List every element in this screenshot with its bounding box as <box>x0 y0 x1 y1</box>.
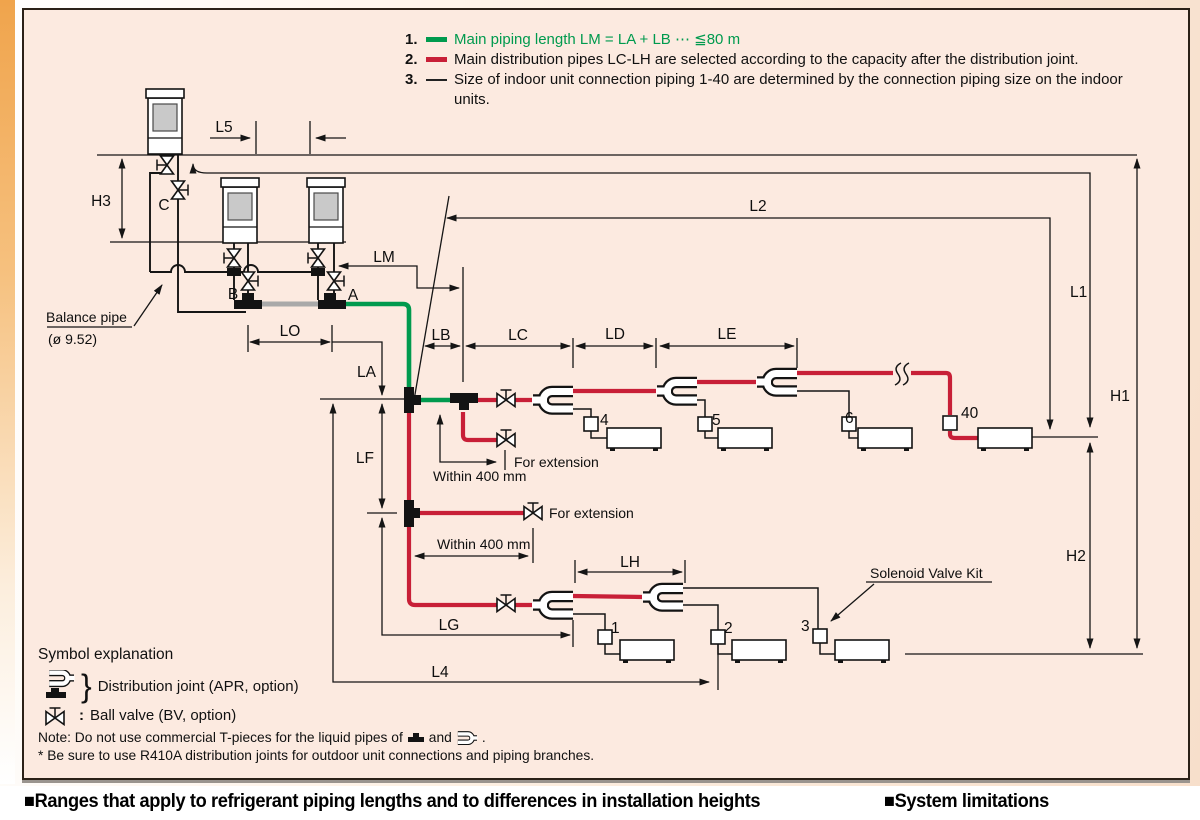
indoor-unit-4 <box>607 428 661 451</box>
note-period: . <box>481 730 486 745</box>
connector-unit-3 <box>813 629 827 643</box>
legend-text: Size of indoor unit connection piping 1-40 are determined by the connection piping size on the indoor units. <box>454 71 1123 108</box>
r410a-note: * Be sure to use R410A distribution joints for outdoor unit connections and piping branches. <box>38 748 595 763</box>
outdoor-unit-b <box>221 178 259 243</box>
legend-number: 1. <box>405 31 418 48</box>
unit-number-1: 1 <box>611 620 620 637</box>
panel-divider <box>22 780 1190 783</box>
colon-glyph: : <box>79 706 84 724</box>
unit-number-40: 40 <box>961 405 979 422</box>
connector-unit-4 <box>584 417 598 431</box>
ball-valve-unit-a-1 <box>308 249 325 267</box>
balance-tee-a <box>311 268 325 276</box>
dim-label-h3: H3 <box>91 193 111 210</box>
fork-inline-icon <box>456 731 478 745</box>
distribution-joint-row <box>38 670 638 702</box>
dim-label-h2: H2 <box>1066 548 1086 565</box>
within-400-lower-label: Within 400 mm <box>437 536 531 552</box>
dim-label-h1: H1 <box>1110 388 1130 405</box>
outdoor-unit-c <box>146 89 184 154</box>
dim-label-lh: LH <box>620 554 640 571</box>
valve-label-b: B <box>227 286 239 303</box>
ball-valve-c <box>172 181 189 199</box>
dim-label-lb: LB <box>431 327 451 344</box>
distribution-joints <box>532 374 797 615</box>
indoor-unit-40 <box>978 428 1032 451</box>
valve-label-a: A <box>347 287 359 304</box>
dim-label-ld: LD <box>605 326 625 343</box>
note-row <box>38 730 638 745</box>
distribution-joint-legend-icon <box>38 670 76 702</box>
indoor-unit-3 <box>835 640 889 663</box>
symbol-explanation-title: Symbol explanation <box>38 646 174 663</box>
dimension-lines <box>47 121 1143 690</box>
ball-valve-b <box>242 272 259 290</box>
dim-label-lo: LO <box>279 323 301 340</box>
unit-number-3: 3 <box>801 618 810 635</box>
ball-valve-row <box>38 704 638 726</box>
indoor-unit-6 <box>858 428 912 451</box>
distribution-joint-2 <box>656 383 697 401</box>
pipe-break-icon <box>893 363 910 385</box>
dim-label-l5: L5 <box>215 119 233 136</box>
thin-pipe-swatch-icon <box>426 79 447 81</box>
note-and: and <box>428 730 452 745</box>
legend-number: 2. <box>405 51 418 68</box>
legend <box>405 30 1145 110</box>
ball-valve-extension-lower <box>524 503 542 520</box>
legend-text: Main distribution pipes LC-LH are selected according to the capacity after the distribution joint. <box>454 51 1079 68</box>
branch-tee-main <box>404 387 421 413</box>
symbol-explanation <box>38 646 638 763</box>
dim-label-l1: L1 <box>1070 284 1088 301</box>
connector-unit-40 <box>943 416 957 430</box>
ball-valve-a <box>328 272 345 290</box>
within-400-upper-label: Within 400 mm <box>433 468 527 484</box>
ball-valve-legend-icon <box>38 704 72 726</box>
dim-label-l4: L4 <box>431 664 449 681</box>
balance-diameter-label: (ø 9.52) <box>48 331 98 347</box>
solenoid-valve-kit-label: Solenoid Valve Kit <box>870 565 983 581</box>
ball-valve-unit-b-1 <box>224 249 241 267</box>
ball-valve-label: Ball valve (BV, option) <box>90 706 237 724</box>
legend-text: Main piping length LM = LA + LB ⋯ ≦80 m <box>454 31 741 48</box>
distribution-joint-1 <box>532 392 573 410</box>
brace-glyph: } <box>81 668 92 704</box>
dim-label-lm: LM <box>373 249 395 266</box>
red-pipe-swatch-icon <box>426 57 447 62</box>
unit-number-4: 4 <box>600 412 609 429</box>
unit-number-6: 6 <box>845 410 854 427</box>
unit-number-5: 5 <box>712 412 721 429</box>
distribution-joint-5 <box>642 589 683 607</box>
connector-unit-2 <box>711 630 725 644</box>
legend-item-2 <box>405 50 1145 70</box>
dim-label-l2: L2 <box>749 198 767 215</box>
branch-tee-extension-upper <box>450 393 478 410</box>
ball-valve-extension-upper <box>497 430 515 447</box>
indoor-unit-5 <box>718 428 772 451</box>
header-tee-b <box>234 293 262 309</box>
dim-label-lf: LF <box>355 450 374 467</box>
green-pipe-swatch-icon <box>426 37 447 42</box>
branch-tee-extension-lower <box>404 500 420 527</box>
indoor-unit-2 <box>732 640 786 663</box>
main-pipe-green <box>346 304 409 387</box>
ball-valve-main-lower <box>497 595 515 612</box>
unit-number-2: 2 <box>724 620 733 637</box>
distribution-joint-label: Distribution joint (APR, option) <box>97 677 299 695</box>
footer <box>0 786 1200 820</box>
ball-valve-unit-c-1 <box>157 156 174 174</box>
extension-stub-upper <box>463 412 497 440</box>
ranges-heading: ■Ranges that apply to refrigerant piping lengths and to differences in installation heights <box>24 791 761 812</box>
ball-valve-main-upper <box>497 390 515 407</box>
dim-label-le: LE <box>717 326 737 343</box>
valve-label-c: C <box>158 197 170 214</box>
connector-unit-5 <box>698 417 712 431</box>
note-text: Note: Do not use commercial T-pieces for the liquid pipes of <box>38 730 403 745</box>
balance-pipe-label: Balance pipe <box>46 309 127 325</box>
tee-inline-icon <box>407 732 425 743</box>
header-tee-a <box>318 293 346 309</box>
system-limitations-heading: ■System limitations <box>884 791 1049 812</box>
distribution-joint-4 <box>532 597 573 615</box>
balance-tee-b <box>227 268 241 276</box>
dim-label-lg: LG <box>438 617 460 634</box>
dim-label-lc: LC <box>508 327 528 344</box>
tee-joints <box>227 268 478 527</box>
dim-label-la: LA <box>357 364 376 381</box>
connector-unit-1 <box>598 630 612 644</box>
for-extension-upper-label: For extension <box>514 454 599 470</box>
for-extension-lower-label: For extension <box>549 505 634 521</box>
legend-item-3 <box>405 70 1145 110</box>
legend-item-1 <box>405 30 1145 50</box>
distribution-joint-3 <box>756 374 797 392</box>
outdoor-unit-a <box>307 178 345 243</box>
legend-number: 3. <box>405 71 418 88</box>
